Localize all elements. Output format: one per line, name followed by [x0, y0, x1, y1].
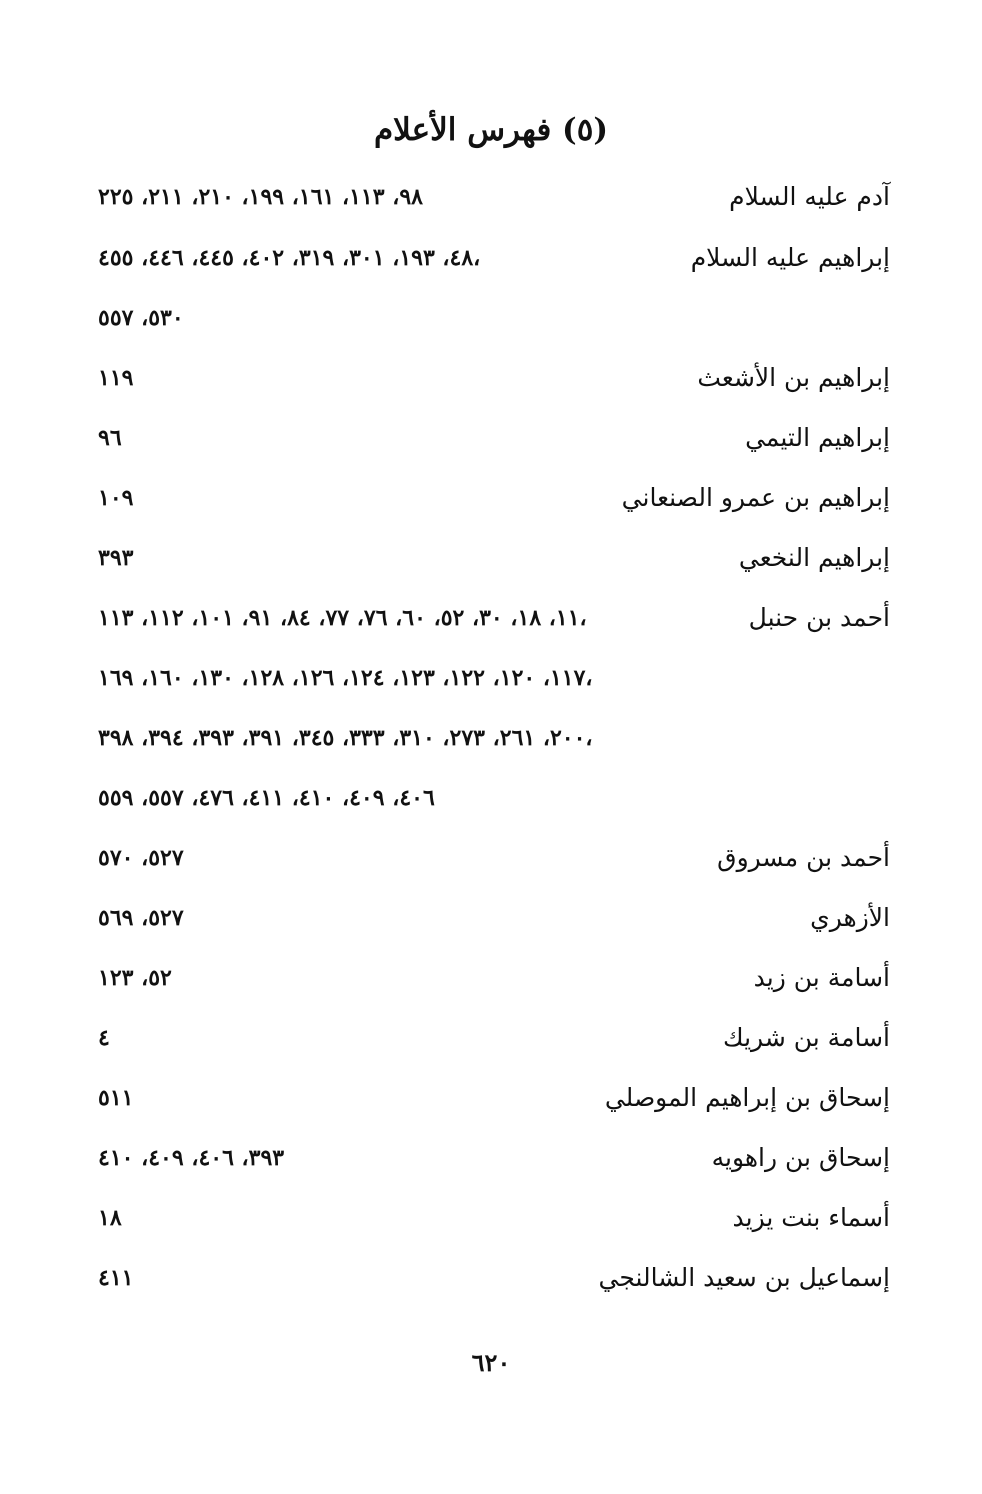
index-entry-name: إبراهيم النخعي: [738, 543, 890, 572]
index-entry-pages: ٩٦: [98, 425, 122, 451]
index-entry-pages: ٢٠٠، ٢٦١، ٢٧٣، ٣١٠، ٣٣٣، ٣٤٥، ٣٩١، ٣٩٣، ٣٩٤، ٣٩٨،: [98, 725, 593, 751]
index-entry-pages: ٣٩٣: [98, 545, 134, 571]
index-entry-name: إسماعيل بن سعيد الشالنجي: [598, 1263, 890, 1292]
index-entry-pages: ٤٨، ١٩٣، ٣٠١، ٣١٩، ٤٠٢، ٤٤٥، ٤٤٦، ٤٥٥،: [98, 245, 481, 271]
index-entry-pages: ٣٩٣، ٤٠٦، ٤٠٩، ٤١٠: [98, 1145, 285, 1171]
index-entry-pages: ١١٧، ١٢٠، ١٢٢، ١٢٣، ١٢٤، ١٢٦، ١٢٨، ١٣٠، ١٦٠، ١٦٩،: [98, 665, 593, 691]
index-entry-name: أحمد بن مسروق: [717, 843, 890, 872]
index-entry-pages: ٥٣٠، ٥٥٧: [98, 305, 184, 331]
page-title: (٥) فهرس الأعلام: [373, 112, 609, 148]
index-entry-pages: ١١، ١٨، ٣٠، ٥٢، ٦٠، ٧٦، ٧٧، ٨٤، ٩١، ١٠١، ١١٢، ١١٣،: [98, 605, 587, 631]
index-entry-name: أسامة بن زيد: [753, 963, 890, 992]
page-number: ٦٢٠: [471, 1348, 511, 1377]
index-entry-pages: ٤٠٦، ٤٠٩، ٤١٠، ٤١١، ٤٧٦، ٥٥٧، ٥٥٩: [98, 785, 435, 811]
index-entry-name: إبراهيم بن عمرو الصنعاني: [621, 483, 890, 512]
index-entry-pages: ١٨: [98, 1205, 122, 1231]
index-entry-name: أسامة بن شريك: [723, 1023, 890, 1052]
index-entry-name: إسحاق بن إبراهيم الموصلي: [604, 1083, 890, 1112]
index-entry-name: إسحاق بن راهويه: [711, 1143, 890, 1172]
index-entry-name: الأزهري: [810, 903, 890, 932]
index-entry-pages: ٥٢، ١٢٣: [98, 965, 172, 991]
index-entry-pages: ٩٨، ١١٣، ١٦١، ١٩٩، ٢١٠، ٢١١، ٢٢٥: [98, 184, 423, 210]
index-entry-name: إبراهيم عليه السلام: [690, 243, 890, 272]
index-entry-pages: ٥٢٧، ٥٦٩: [98, 905, 184, 931]
index-entry-pages: ١١٩: [98, 365, 134, 391]
index-entry-name: أحمد بن حنبل: [748, 603, 890, 632]
index-entry-name: إبراهيم التيمي: [745, 423, 890, 452]
index-entry-pages: ٥٢٧، ٥٧٠: [98, 845, 184, 871]
index-entry-name: آدم عليه السلام: [729, 182, 890, 211]
index-entry-name: أسماء بنت يزيد: [732, 1203, 890, 1232]
index-entry-pages: ٥١١: [98, 1085, 134, 1111]
index-entry-pages: ٤: [98, 1025, 110, 1051]
index-entry-name: إبراهيم بن الأشعث: [697, 363, 890, 392]
index-entry-pages: ١٠٩: [98, 485, 134, 511]
index-entry-pages: ٤١١: [98, 1265, 134, 1291]
